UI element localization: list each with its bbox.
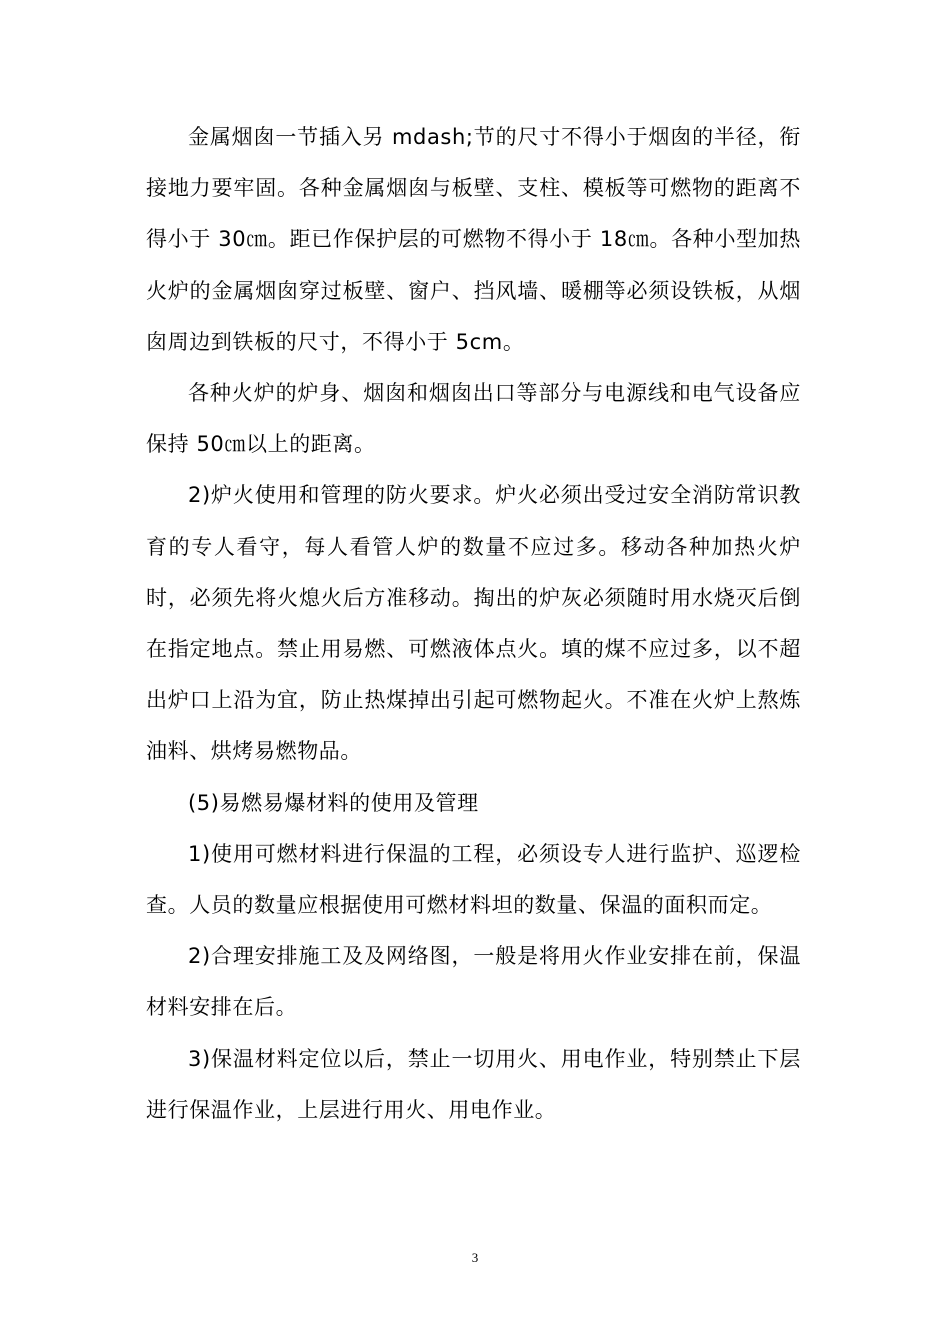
paragraph-chimney-clearance: 金属烟囱一节插入另 mdash;节的尺寸不得小于烟囱的半径，衔接地力要牢固。各种金属烟囱与板壁、支柱、模板等可燃物的距离不得小于 30㎝。距已作保护层的可燃物不得小于 18㎝。各种小型加热火炉的金属烟囱穿过板壁、窗户、挡风墙、暖棚等必须设铁板，从烟囱周边到铁板的尺寸，不得小于 5cm。	[146, 125, 801, 354]
body-text	[146, 112, 801, 1136]
paragraph-electrical-distance: 各种火炉的炉身、烟囱和烟囱出口等部分与电源线和电气设备应保持 50㎝以上的距离。	[146, 381, 801, 457]
page-number: 3	[471, 1250, 479, 1265]
paragraph-insulation-monitoring: 1)使用可燃材料进行保温的工程，必须设专人进行监护、巡逻检查。人员的数量应根据使用可燃材料坦的数量、保温的面积而定。	[146, 841, 801, 918]
section-heading-flammable-materials: (5)易燃易爆材料的使用及管理	[188, 790, 479, 815]
paragraph-stove-management: 2)炉火使用和管理的防火要求。炉火必须出受过安全消防常识教育的专人看守，每人看管人炉的数量不应过多。移动各种加热火炉时，必须先将火熄火后方准移动。掏出的炉灰必须随时用水烧灭后倒在指定地点。禁止用易燃、可燃液体点火。填的煤不应过多，以不超出炉口上沿为宜，防止热煤掉出引起可燃物起火。不准在火炉上熬炼油料、烘烤易燃物品。	[146, 483, 801, 764]
paragraph-insulation-restrictions: 3)保温材料定位以后，禁止一切用火、用电作业，特别禁止下层进行保温作业，上层进行用火、用电作业。	[146, 1046, 801, 1122]
paragraph-construction-schedule: 2)合理安排施工及及网络图，一般是将用火作业安排在前，保温材料安排在后。	[146, 944, 801, 1020]
